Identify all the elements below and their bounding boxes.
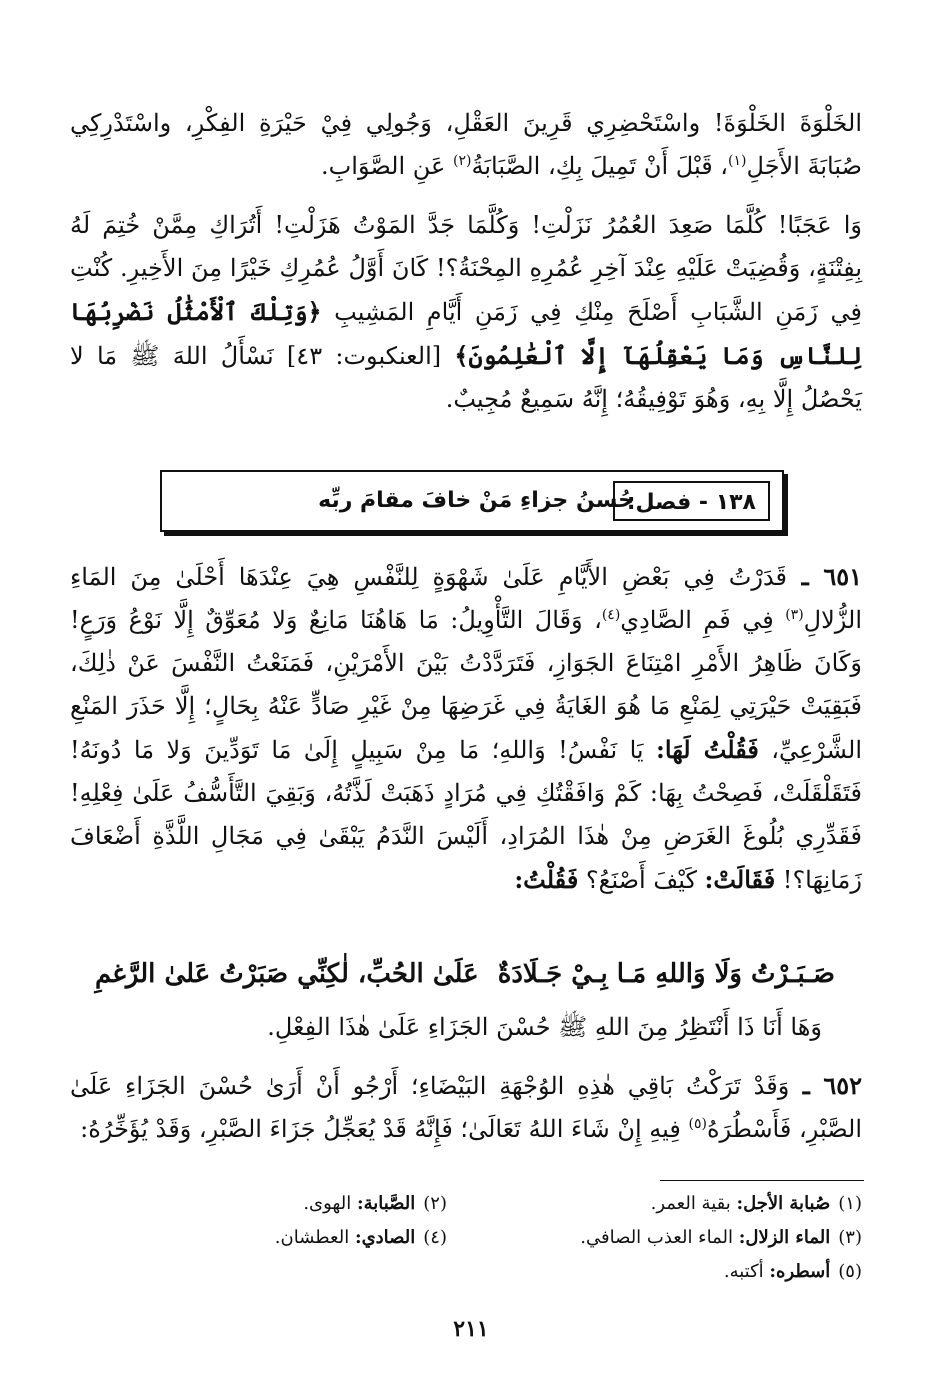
footnote-divider [660, 1180, 864, 1181]
poetry-verse [95, 950, 835, 998]
footnote-term: صُبابة الأجل: [736, 1193, 831, 1214]
footnote [724, 1258, 862, 1286]
footnote-reference[interactable]: (١) [728, 153, 747, 169]
section-title: حُسنُ جزاءِ مَنْ خافَ مقامَ ربِّه [318, 488, 634, 513]
bold-phrase: فَقَالَتْ: [704, 865, 776, 894]
footnote-term: الصادي: [354, 1227, 416, 1248]
quran-verse: ﴿وَتِلْكَ ٱلْأَمْثَٰلُ نَضْرِبُهَا لِلنَّاسِ وَمَا يَعْقِلُهَآ إِلَّا ٱلْعَٰلِمُونَ﴾ [70, 297, 863, 370]
footnote-text: الهوى. [303, 1193, 357, 1214]
paragraph-text: ، وَقَالَ التَّأْوِيلُ: مَا هَاهُنَا مَانِعٌ وَلا مُعَوِّقٌ إِلَّا نَوْعُ وَرَعٍ! وَكَانَ ظَاهِرُ الأَمْرِ امْتِنَاعَ الجَوَازِ، فَتَرَدَّدْتُ بَيْنَ الأَمْرَيْنِ، فَمَنَعْتُ النَّفْسَ عَنْ ذٰلِكَ، فَبَقِيَتْ حَيْرَتِي لِمَنْعِ مَا هُوَ الغَايَةُ فِي غَرَضِهَا مِنْ غَيْرِ صَادٍّ عَنْهُ بِحَالٍ؛ إِلَّا حَذَرَ المَنْعِ الشَّرْعِيِّ، [70, 606, 862, 764]
paragraph-text: ، قَبْلَ أَنْ تَمِيلَ بِكِ، الصَّبَابَةُ [471, 152, 729, 180]
paragraph-text: قَدَرْتُ فِي بَعْضِ الأَيَّامِ عَلَىٰ شَهْوَةٍ لِلنَّفْسِ هِيَ عِنْدَهَا أَحْلَىٰ مِنَ المَاءِ الزُّلالِ [70, 563, 863, 634]
footnote-number: (٢) [423, 1193, 447, 1214]
footnote-text: بقية العمر. [650, 1193, 737, 1214]
footnote-text: العطشان. [274, 1227, 355, 1248]
bold-phrase: فَقُلْتُ: [514, 865, 579, 894]
paragraph [70, 1064, 862, 1151]
verse-second-hemistich: عَلَىٰ الحُبِّ، لٰكِنِّي صَبَرْتُ عَلىٰ الرَّغمِ [95, 959, 479, 989]
paragraph-text: يَا نَفْسُ! وَاللهِ؛ مَا مِنْ سَبِيلٍ إِلَىٰ مَا تَوَدِّينَ وَلا مَا دُونَهُ! فَتَقَلْقَلَتْ، فَصِحْتُ بِهَا: كَمْ وَافَقْتُكِ فِي مُرَادٍ ذَهَبَتْ لَذَّتُهُ، وَبَقِيَ التَّأَسُّفُ عَلَىٰ فِعْلِهِ! فَقَدِّرِي بُلُوغَ الغَرَضِ مِنْ هٰذَا المُرَادِ، أَلَيْسَ النَّدَمُ يَبْقَىٰ فِي مَجَالِ اللَّذَّةِ أَضْعَافَ زَمَانِهَا؟! [70, 736, 862, 894]
section-heading-box [160, 470, 784, 532]
footnote-number: (٥) [838, 1261, 862, 1282]
section-label: ١٣٨ - فصل: [613, 481, 770, 521]
footnote-term: أسطره: [769, 1261, 831, 1282]
paragraph [70, 102, 862, 188]
paragraph-text: نَسْأَلُ اللهَ ﷺ مَا لا يَحْصُلُ إِلَّا بِهِ، وَهُوَ تَوْفِيقُهُ؛ إِنَّهُ سَمِيعٌ مُجِيبٌ. [70, 342, 862, 413]
quran-citation: [العنكبوت: ٤٣] [273, 342, 455, 370]
paragraph-text: عَنِ الصَّوَابِ. [321, 152, 453, 180]
paragraph-text: كَيْفَ أَصْنَعُ؟ [578, 866, 705, 894]
footnote-text: الماء العذب الصافي. [580, 1227, 739, 1248]
bold-phrase: فَقُلْتُ لَهَا: [656, 735, 759, 764]
footnote [651, 1190, 862, 1218]
footnote [580, 1224, 862, 1252]
footnote-reference[interactable]: (٤) [601, 607, 621, 623]
paragraph-text: فِيهِ إِنْ شَاءَ اللهُ تَعَالَىٰ؛ فَإِنَّهُ قَدْ يُعَجِّلُ جَزَاءَ الصَّبْرِ، وَقَدْ يُؤَخِّرُهُ: [80, 1115, 689, 1143]
footnote [303, 1190, 447, 1218]
paragraph [70, 204, 862, 421]
footnote-reference[interactable]: (٣) [785, 607, 804, 623]
footnote-term: الصَّبابة: [356, 1193, 416, 1214]
footnote-term: الماء الزلال: [738, 1227, 831, 1248]
paragraph-text: الخَلْوَةَ الخَلْوَةَ! واسْتَحْضِرِي قَرِينَ العَقْلِ، وَجُولِي فِيْ حَيْرَةِ الفِكْرِ، واسْتَدْرِكِي صُبَابَةَ الأَجَلِ [70, 109, 862, 180]
paragraph-number: ٦٥٢ ـ [789, 1071, 862, 1100]
paragraph [70, 555, 862, 902]
paragraph-number: ٦٥١ ـ [787, 562, 862, 591]
verse-first-hemistich: صَـبَـرْتُ وَلَا وَاللهِ مَـا بِـيْ جَـلَادَةٌ [497, 959, 835, 989]
footnote-number: (١) [838, 1193, 862, 1214]
paragraph-text: فِي فَمِ الصَّادِي [620, 606, 786, 634]
paragraph-text: وَقَدْ تَرَكْتُ بَاقِي هٰذِهِ الوُجْهَةِ البَيْضَاءِ؛ أَرْجُو أَنْ أَرَىٰ حُسْنَ الجَزَاءِ عَلَىٰ الصَّبْرِ، فَأَسْطُرَهُ [70, 1072, 862, 1143]
paragraph-text: وَهَا أَنَا ذَا أَنْتَظِرُ مِنَ اللهِ ﷺ حُسْنَ الجَزَاءِ عَلَىٰ هٰذَا الفِعْلِ. [267, 1013, 822, 1041]
paragraph-text: وَا عَجَبًا! كُلَّمَا صَعِدَ العُمُرُ نَزَلْتِ! وَكُلَّمَا جَدَّ المَوْتُ هَزَلْتِ! أَتُرَاكِ مِمَّنْ خُتِمَ لَهُ بِفِتْنَةٍ، وَقُضِيَتْ عَلَيْهِ عِنْدَ آخِرِ عُمُرِهِ المِحْنَةُ؟! كَانَ أَوَّلُ عُمُرِكِ خَيْرًا مِنَ الأَخِيرِ. كُنْتِ فِي زَمَنِ الشَّبَابِ أَصْلَحَ مِنْكِ فِي زَمَنِ أَيَّامِ المَشِيبِ [70, 211, 863, 326]
footnote-text: أكتبه. [723, 1261, 770, 1282]
page-number: ٢١١ [453, 1316, 489, 1342]
footnote [275, 1224, 447, 1252]
footnote-number: (٤) [423, 1227, 447, 1248]
footnote-number: (٣) [838, 1227, 862, 1248]
footnote-reference[interactable]: (٥) [688, 1116, 707, 1132]
footnote-reference[interactable]: (٢) [452, 153, 472, 169]
